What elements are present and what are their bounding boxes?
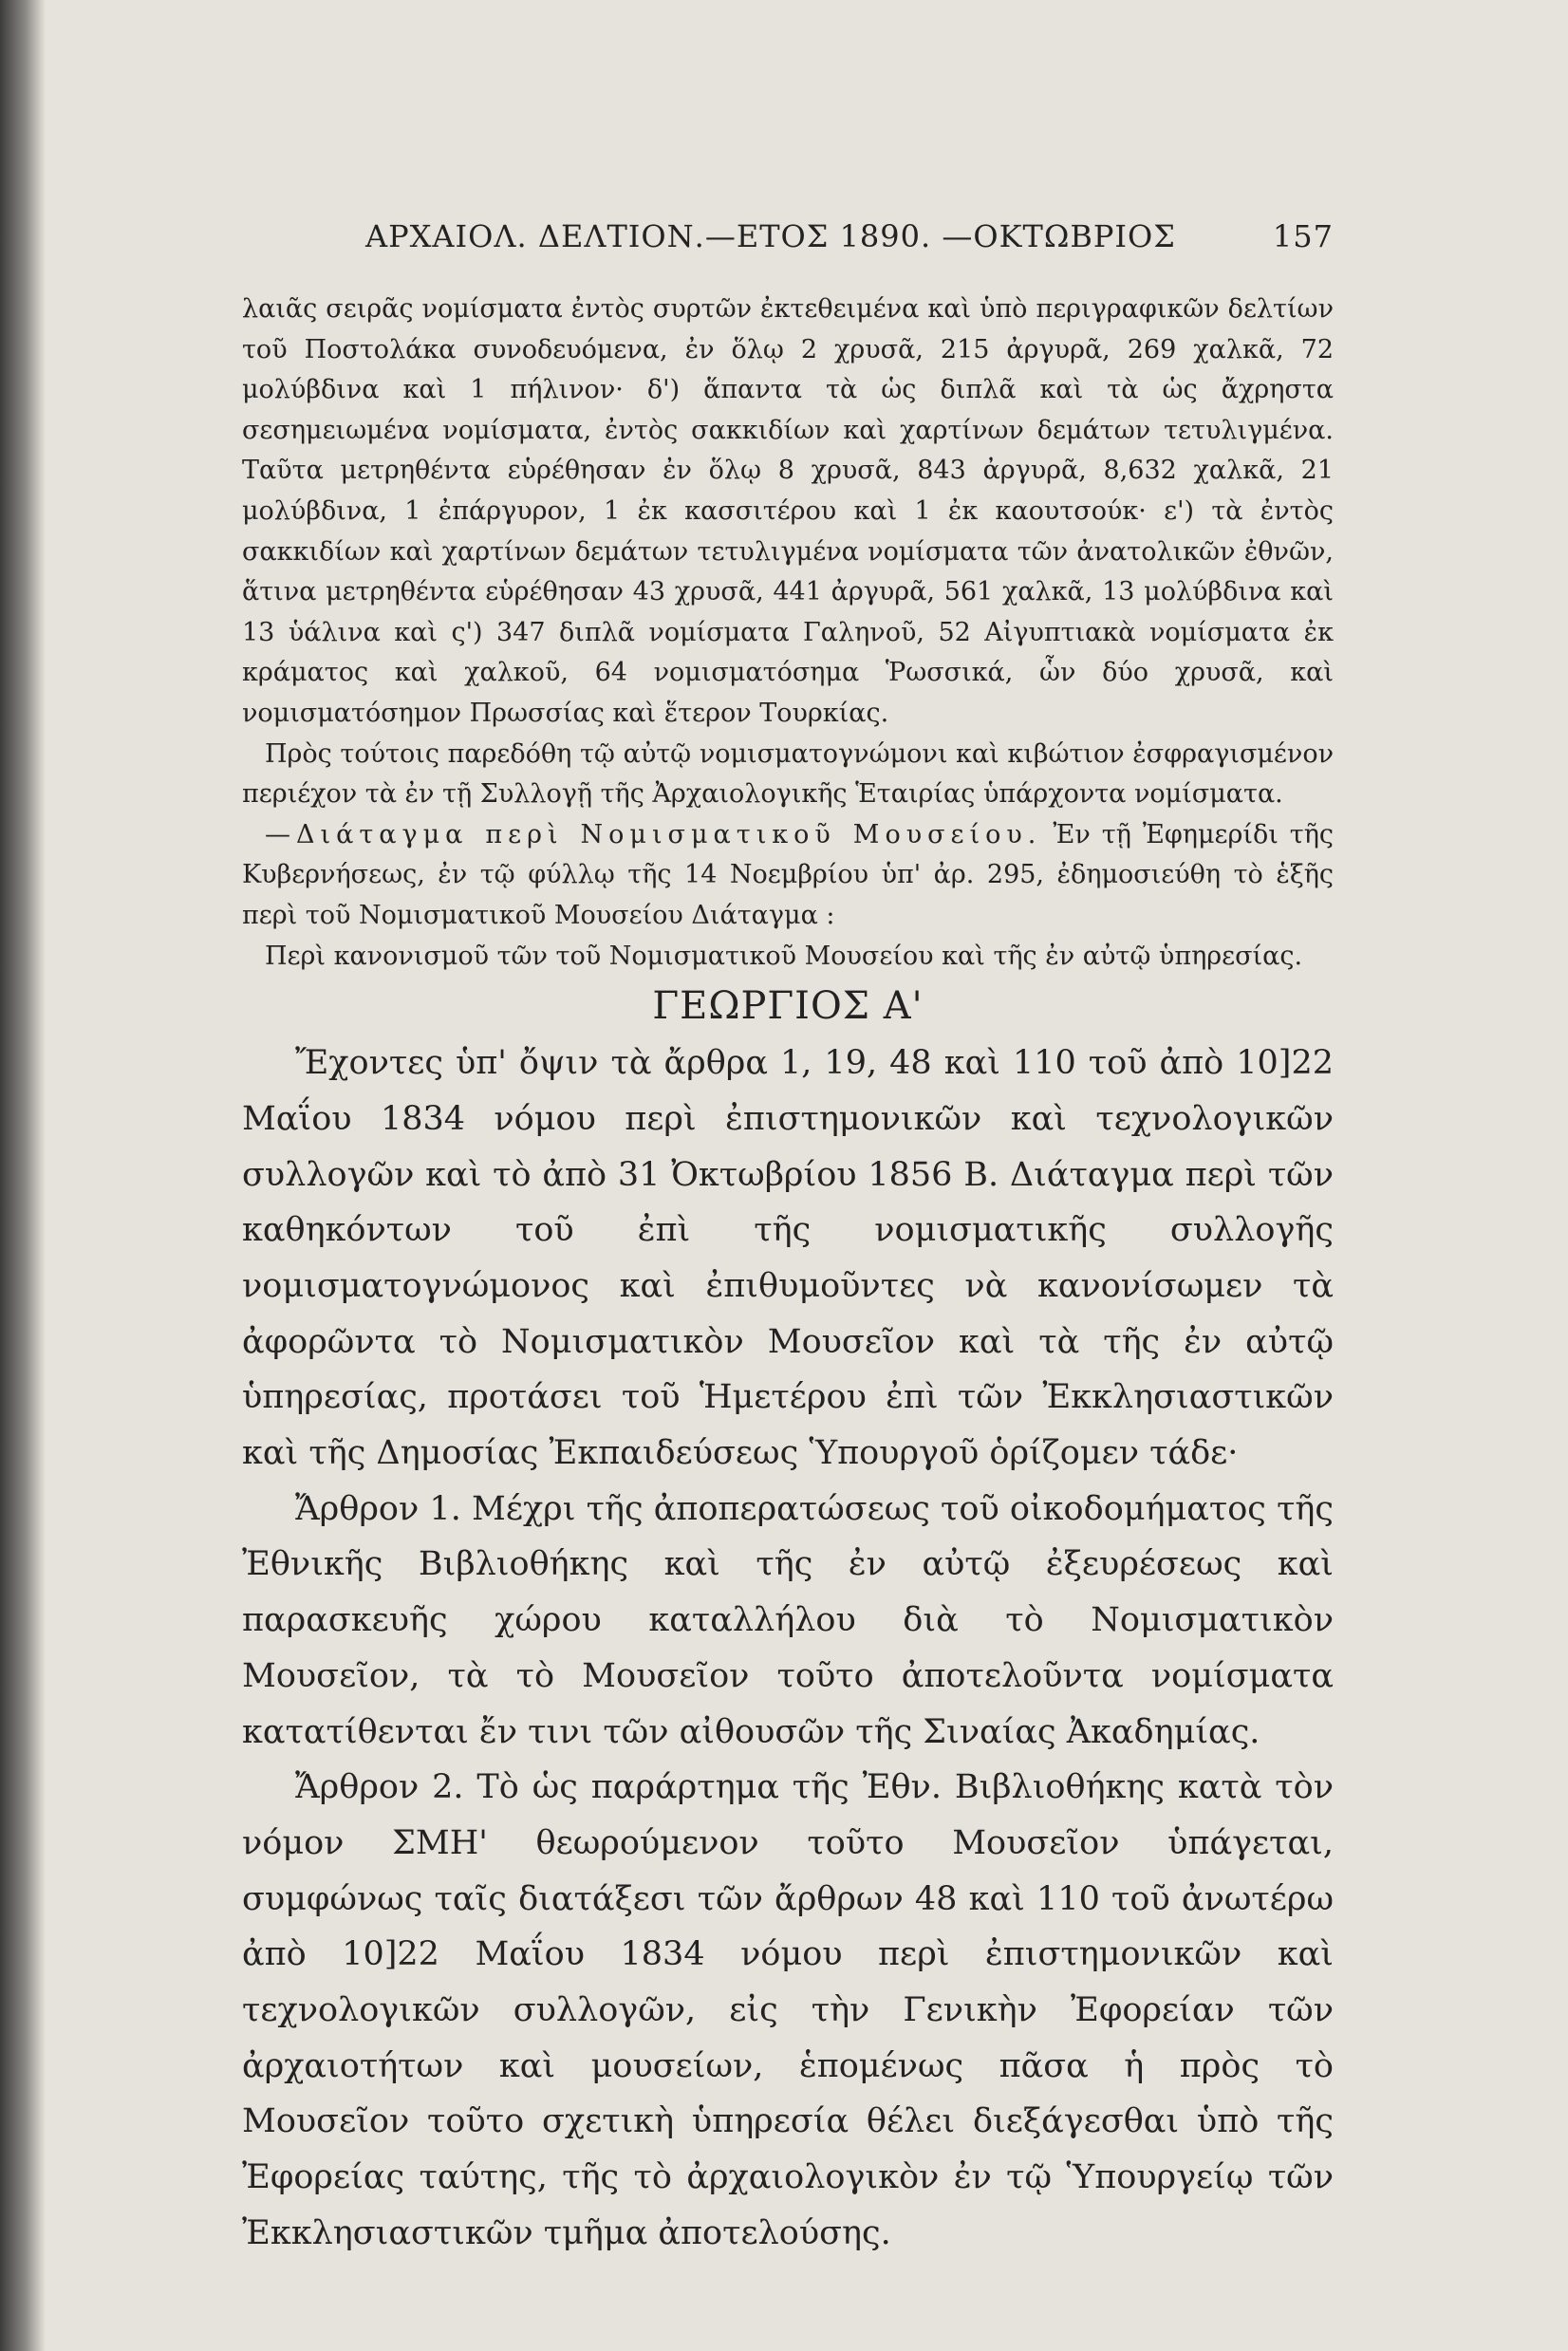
paragraph-article-2: Ἄρθρον 2. Τὸ ὡς παράρτημα τῆς Ἐθν. Βιβλιοθήκης κατὰ τὸν νόμον ΣΜΗ' θεωρούμενον τοῦτο Μουσεῖον ὑπάγεται, συμφώνως ταῖς διατάξεσι τῶν ἄρθρων 48 καὶ 110 τοῦ ἀνωτέρω ἀπὸ 10]22 Μαΐου 1834 νόμου περὶ ἐπιστημονικῶν καὶ τεχνολογικῶν συλλογῶν, εἰς τὴν Γενικὴν Ἐφορείαν τῶν ἀρχαιοτήτων καὶ μουσείων, ἑπομένως πᾶσα ἡ πρὸς τὸ Μουσεῖον τοῦτο σχετικὴ ὑπηρεσία θέλει διεξάγεσθαι ὑπὸ τῆς Ἐφορείας ταύτης, τῆς τὸ ἀρχαιολογικὸν ἐν τῷ Ὑπουργείῳ τῶν Ἐκκλησιαστικῶν τμῆμα ἀποτελούσης. <box>242 1768 1334 2252</box>
paragraph-article-1: Ἄρθρον 1. Μέχρι τῆς ἀποπερατώσεως τοῦ οἰκοδομήματος τῆς Ἐθνικῆς Βιβλιοθήκης καὶ τῆς ἐν αὐτῷ ἐξευρέσεως καὶ παρασκευῆς χώρου καταλλήλου διὰ τὸ Νομισματικὸν Μουσεῖον, τὰ τὸ Μουσεῖον τοῦτο ἀποτελοῦντα νομίσματα κατατίθενται ἔν τινι τῶν αἰθουσῶν τῆς Σιναίας Ἀκαδημίας. <box>242 1489 1334 1751</box>
small-text-section <box>242 289 1334 977</box>
running-title: ΑΡΧΑΙΟΛ. ΔΕΛΤΙΟΝ.—ΕΤΟΣ 1890. —ΟΚΤΩΒΡΙΟΣ <box>365 218 1176 254</box>
page-number: 157 <box>1272 218 1334 254</box>
paragraph-sealed-box: Πρὸς τούτοις παρεδόθη τῷ αὐτῷ νομισματογνώμονι καὶ κιβώτιον ἐσφραγισμένον περιέχον τὰ ἐν τῇ Συλλογῇ τῆς Ἀρχαιολογικῆς Ἑταιρίας ὑπάρχοντα νομίσματα. <box>242 738 1334 810</box>
large-text-section <box>242 1036 1334 2261</box>
page-body <box>242 289 1334 2262</box>
paragraph-coin-inventory: λαιᾶς σειρᾶς νομίσματα ἐντὸς συρτῶν ἐκτεθειμένα καὶ ὑπὸ περιγραφικῶν δελτίων τοῦ Ποστολάκα συνοδευόμενα, ἐν ὅλῳ 2 χρυσᾶ, 215 ἀργυρᾶ, 269 χαλκᾶ, 72 μολύβδινα καὶ 1 πήλινον· δ') ἅπαντα τὰ ὡς διπλᾶ καὶ τὰ ὡς ἄχρηστα σεσημειωμένα νομίσματα, ἐντὸς σακκιδίων καὶ χαρτίνων δεμάτων τετυλιγμένα. Ταῦτα μετρηθέντα εὑρέθησαν ἐν ὅλῳ 8 χρυσᾶ, 843 ἀργυρᾶ, 8,632 χαλκᾶ, 21 μολύβδινα, 1 ἐπάργυρον, 1 ἐκ κασσιτέρου καὶ 1 ἐκ καουτσούκ· ε') τὰ ἐντὸς σακκιδίων καὶ χαρτίνων δεμάτων τετυλιγμένα νομίσματα τῶν ἀνατολικῶν ἐθνῶν, ἅτινα μετρηθέντα εὑρέθησαν 43 χρυσᾶ, 441 ἀργυρᾶ, 561 χαλκᾶ, 13 μολύβδινα καὶ 13 ὑάλινα καὶ ς') 347 διπλᾶ νομίσματα Γαληνοῦ, 52 Αἰγυπτιακὰ νομίσματα ἐκ κράματος καὶ χαλκοῦ, 64 νομισματόσημα Ῥωσσικά, ὧν δύο χρυσᾶ, καὶ νομισματόσημον Πρωσσίας καὶ ἕτερον Τουρκίας. <box>242 294 1334 728</box>
edict-title: ΓΕΩΡΓΙΟΣ Α' <box>652 984 924 1029</box>
paragraph-decree-subject: Περὶ κανονισμοῦ τῶν τοῦ Νομισματικοῦ Μουσείου καὶ τῆς ἐν αὐτῷ ὑπηρεσίας. <box>265 941 1303 971</box>
paragraph-decree-heading <box>242 815 1334 937</box>
paragraph-preamble: Ἔχοντες ὑπ' ὄψιν τὰ ἄρθρα 1, 19, 48 καὶ 110 τοῦ ἀπὸ 10]22 Μαΐου 1834 νόμου περὶ ἐπιστημονικῶν καὶ τεχνολογικῶν συλλογῶν καὶ τὸ ἀπὸ 31 Ὀκτωβρίου 1856 Β. Διάταγμα περὶ τῶν καθηκόντων τοῦ ἐπὶ τῆς νομισματικῆς συλλογῆς νομισματογνώμονος καὶ ἐπιθυμοῦντες νὰ κανονίσωμεν τὰ ἀφορῶντα τὸ Νομισματικὸν Μουσεῖον καὶ τὰ τῆς ἐν αὐτῷ ὑπηρεσίας, προτάσει τοῦ Ἡμετέρου ἐπὶ τῶν Ἐκκλησιαστικῶν καὶ τῆς Δημοσίας Ἐκπαιδεύσεως Ὑπουργοῦ ὁρίζομεν τάδε· <box>242 1044 1334 1473</box>
decree-label: —Διάταγμα περὶ Νομισματικοῦ Μουσείου. <box>265 819 1042 849</box>
decree-intro: Ἐν τῇ Ἐφημερίδι τῆς Κυβερνήσεως, ἐν τῷ φύλλῳ τῆς 14 Νοεμβρίου ὑπ' ἀρ. 295, ἐδημοσιεύθη τὸ ἑξῆς περὶ τοῦ Νομισματικοῦ Μουσείου Διάταγμα : <box>242 819 1334 930</box>
page-edge-shadow <box>0 0 46 2351</box>
